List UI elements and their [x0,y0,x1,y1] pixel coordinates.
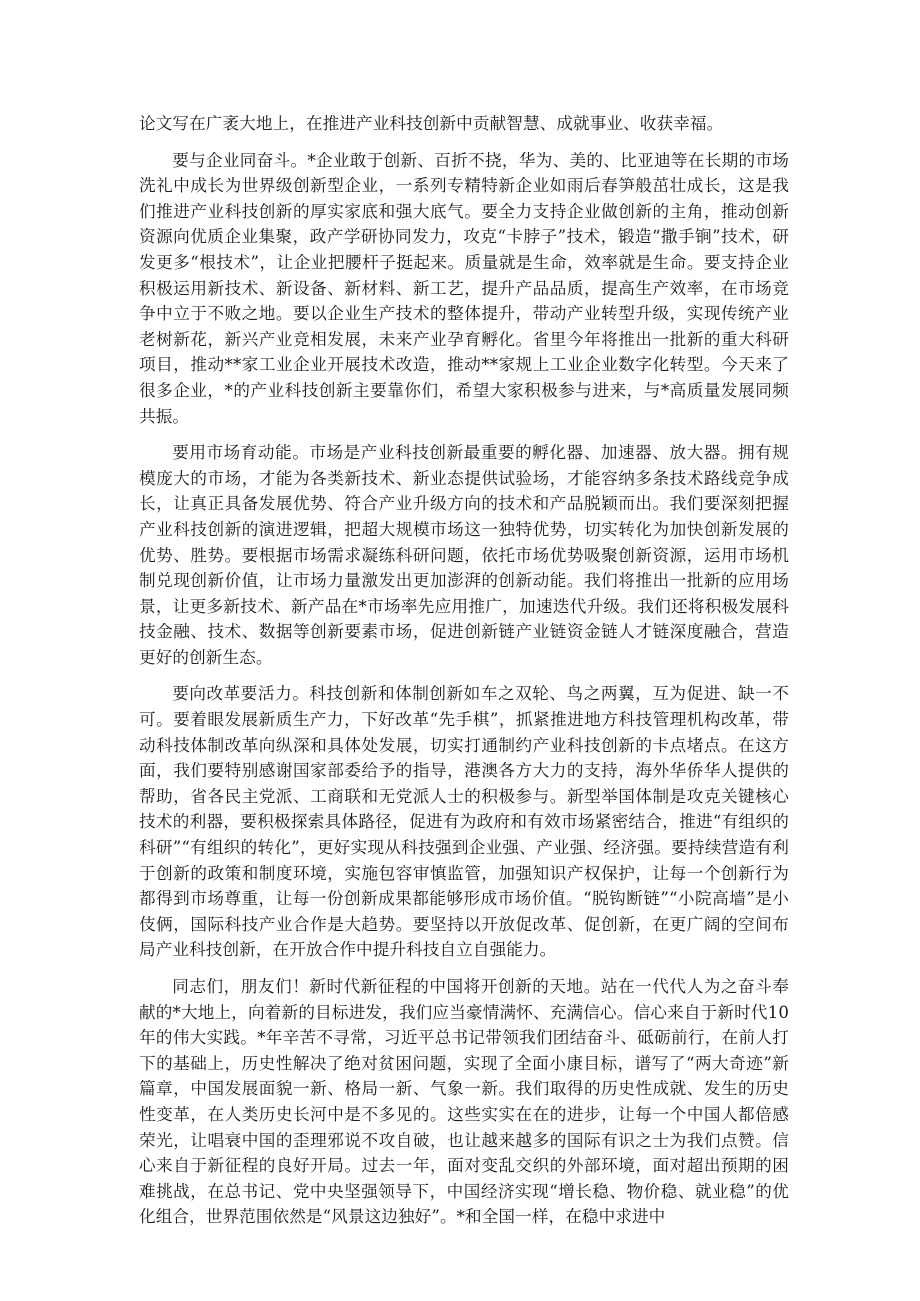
paragraph-reform: 要向改革要活力。科技创新和体制创新如车之双轮、鸟之两翼，互为促进、缺一不可。要着眼发展新质生产力，下好改革“先手棋”，抓紧推进地方科技管理机构改革，带动科技体制改革向纵深和具体处发展，切实打通制约产业科技创新的卡点堵点。在这方面，我们要特别感谢国家部委给予的指导，港澳各方大力的支持，海外华侨华人提供的帮助，省各民主党派、工商联和无党派人士的积极参与。新型举国体制是攻克关键核心技术的利器，要积极探索具体路径，促进有为政府和有效市场紧密结合，推进“有组织的科研”“有组织的转化”，更好实现从科技强到企业强、产业强、经济强。要持续营造有利于创新的政策和制度环境，实施包容审慎监管，加强知识产权保护，让每一个创新行为都得到市场尊重，让每一份创新成果都能够形成市场价值。“脱钩断链”“小院高墙”是小伎俩，国际科技产业合作是大趋势。要坚持以开放促改革、促创新，在更广阔的空间布局产业科技创新，在开放合作中提升科技自立自强能力。 [139,684,789,960]
paragraph-market: 要用市场育动能。市场是产业科技创新最重要的孵化器、加速器、放大器。拥有规模庞大的市场，才能为各类新技术、新业态提供试验场，才能容纳多条技术路线竞争成长，让真正具备发展优势、符合产业升级方向的技术和产品脱颖而出。我们要深刻把握产业科技创新的演进逻辑，把超大规模市场这一独特优势，切实转化为加快创新发展的优势、胜势。要根据市场需求凝练科研问题，依托市场优势吸聚创新资源，运用市场机制兑现创新价值，让市场力量激发出更加澎湃的创新动能。我们将推出一批新的应用场景，让更多新技术、新产品在*市场率先应用推广，加速迭代升级。我们还将积极发展科技金融、技术、数据等创新要素市场，促进创新链产业链资金链人才链深度融合，营造更好的创新生态。 [139,443,789,667]
paragraph-enterprise: 要与企业同奋斗。*企业敢于创新、百折不挠，华为、美的、比亚迪等在长期的市场洗礼中成长为世界级创新型企业，一系列专精特新企业如雨后春笋般茁壮成长，这是我们推进产业科技创新的厚实家底和强大底气。要全力支持企业做创新的主角，推动创新资源向优质企业集聚，政产学研协同发力，攻克“卡脖子”技术，锻造“撒手锏”技术，研发更多“根技术”，让企业把腰杆子挺起来。质量就是生命，效率就是生命。要支持企业积极运用新技术、新设备、新材料、新工艺，提升产品品质，提高生产效率，在市场竞争中立于不败之地。要以企业生产技术的整体提升，带动产业转型升级，实现传统产业老树新花，新兴产业竞相发展，未来产业孕育孵化。省里今年将推出一批新的重大科研项目，推动**家工业企业开展技术改造，推动**家规上工业企业数字化转型。今天来了很多企业，*的产业科技创新主要靠你们，希望大家积极参与进来，与*高质量发展同频共振。 [139,150,789,426]
paragraph-confidence: 同志们，朋友们！新时代新征程的中国将开创新的天地。站在一代代人为之奋斗奉献的*大地上，向着新的目标进发，我们应当豪情满怀、充满信心。信心来自于新时代10年的伟大实践。*年辛苦不寻常，习近平总书记带领我们团结奋斗、砥砺前行，在前人打下的基础上，历史性解决了绝对贫困问题，实现了全面小康目标，谱写了“两大奇迹”新篇章，中国发展面貌一新、格局一新、气象一新。我们取得的历史性成就、发生的历史性变革，在人类历史长河中是不多见的。这些实实在在的进步，让每一个中国人都倍感荣光，让唱衰中国的歪理邪说不攻自破，也让越来越多的国际有识之士为我们点赞。信心来自于新征程的良好开局。过去一年，面对变乱交织的外部环境，面对超出预期的困难挑战，在总书记、党中央坚强领导下，中国经济实现“增长稳、物价稳、就业稳”的优化组合，世界范围依然是“风景这边独好”。*和全国一样，在稳中求进中 [139,977,789,1227]
paragraph-continuation: 论文写在广袤大地上，在推进产业科技创新中贡献智慧、成就事业、收获幸福。 [139,114,724,133]
document-body [139,111,789,1241]
